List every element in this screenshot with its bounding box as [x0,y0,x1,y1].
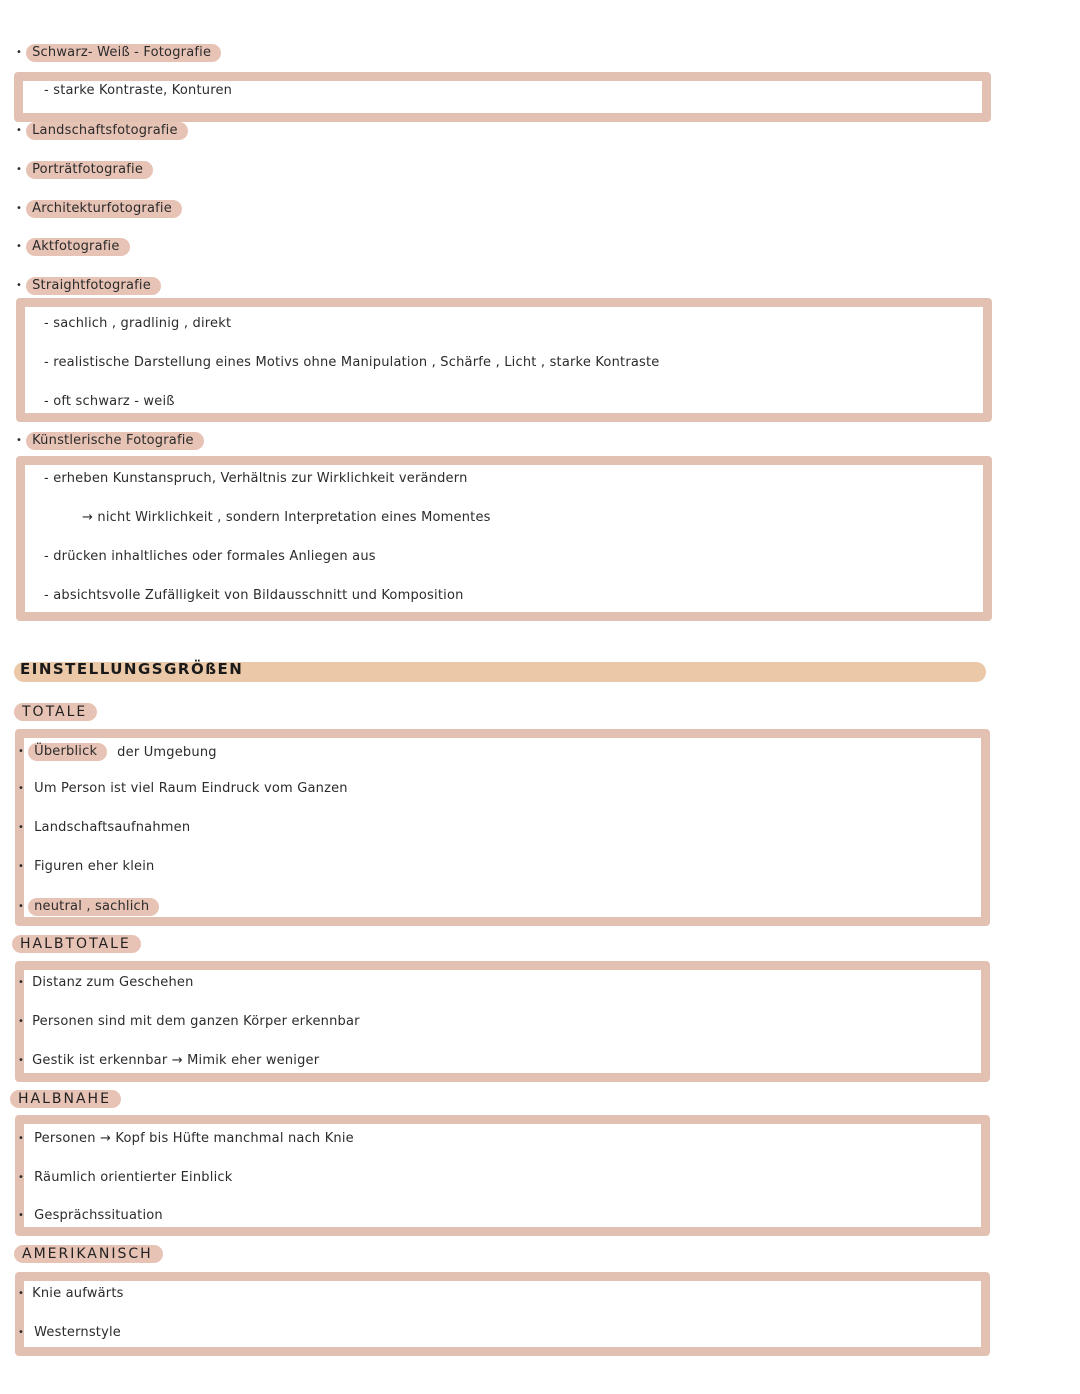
highlight-label: Künstlerische Fotografie [26,432,204,450]
detail-line: - sachlich , gradlinig , direkt [44,316,232,331]
highlight-label: Aktfotografie [26,238,129,256]
bullet-icon: • [18,782,25,794]
list-item [18,1014,360,1029]
list-item [18,975,194,990]
item-schwarz-weiss [16,44,221,62]
item-architektur [16,200,182,218]
list-item [18,859,154,874]
line-text: Westernstyle [34,1325,121,1340]
detail-line: - erheben Kunstanspruch, Verhältnis zur Wirklichkeit verändern [44,471,468,486]
list-item [18,1131,354,1146]
detail-line: - realistische Darstellung eines Motivs ohne Manipulation , Schärfe , Licht , starke Kontraste [44,355,660,370]
bullet-icon: • [18,821,25,833]
bullet-icon: • [18,1287,25,1299]
line-text: Distanz zum Geschehen [32,975,194,990]
list-item [18,1170,232,1185]
item-akt [16,238,130,256]
detail-line: - starke Kontraste, Konturen [44,83,233,98]
bullet-icon: • [18,860,25,872]
bullet-icon: • [16,47,23,58]
bullet-icon: • [16,203,23,214]
detail-line: - absichtsvolle Zufälligkeit von Bildausschnitt und Komposition [44,588,464,603]
highlight-label: Porträtfotografie [26,161,153,179]
line-text: Personen → Kopf bis Hüfte manchmal nach Knie [34,1131,354,1146]
bullet-icon: • [18,1015,25,1027]
line-text: Räumlich orientierter Einblick [34,1170,233,1185]
bullet-icon: • [16,435,23,446]
highlight-label: Überblick [28,743,107,761]
highlight-label: neutral , sachlich [28,898,159,916]
list-item [18,1053,319,1068]
line-text: Gestik ist erkennbar → Mimik eher weniger [32,1053,320,1068]
list-item [18,743,217,761]
line-text: Personen sind mit dem ganzen Körper erkennbar [32,1014,360,1029]
bullet-icon: • [18,976,25,988]
bullet-icon: • [16,241,23,252]
bullet-icon: • [16,280,23,291]
list-item [18,820,190,835]
bullet-icon: • [18,1132,25,1144]
bullet-icon: • [18,746,25,757]
line-text: der Umgebung [117,744,217,760]
line-text: Knie aufwärts [32,1286,124,1301]
tag-halbnahe: HALBNAHE [10,1090,121,1108]
list-item [18,1208,163,1223]
detail-line: → nicht Wirklichkeit , sondern Interpretation eines Momentes [82,510,491,525]
highlight-label: Straightfotografie [26,277,161,295]
detail-line: - oft schwarz - weiß [44,394,175,409]
bullet-icon: • [18,1326,25,1338]
item-portrait [16,161,153,179]
bullet-icon: • [18,1171,25,1183]
line-text: Figuren eher klein [34,859,155,874]
bullet-icon: • [18,901,25,912]
bullet-icon: • [16,125,23,136]
line-text: Gesprächssituation [34,1208,163,1223]
line-text: Um Person ist viel Raum Eindruck vom Ganzen [34,781,348,796]
line-text: Landschaftsaufnahmen [34,820,191,835]
list-item [18,781,348,796]
bullet-icon: • [18,1054,25,1066]
item-landschaft [16,122,188,140]
highlight-label: Architekturfotografie [26,200,182,218]
list-item [18,1325,121,1340]
highlight-label: Landschaftsfotografie [26,122,188,140]
highlight-label: Schwarz- Weiß - Fotografie [26,44,221,62]
item-straight [16,277,161,295]
list-item [18,1286,124,1301]
bullet-icon: • [16,164,23,175]
tag-totale: TOTALE [14,703,97,721]
item-kuenstlerisch [16,432,204,450]
list-item [18,898,159,916]
bullet-icon: • [18,1209,25,1221]
detail-line: - drücken inhaltliches oder formales Anliegen aus [44,549,376,564]
tag-halbtotale: HALBTOTALE [12,935,141,953]
section-title: EINSTELLUNGSGRÖßEN [20,660,244,678]
box-amerikanisch [15,1272,990,1356]
tag-amerikanisch: AMERIKANISCH [14,1245,163,1263]
